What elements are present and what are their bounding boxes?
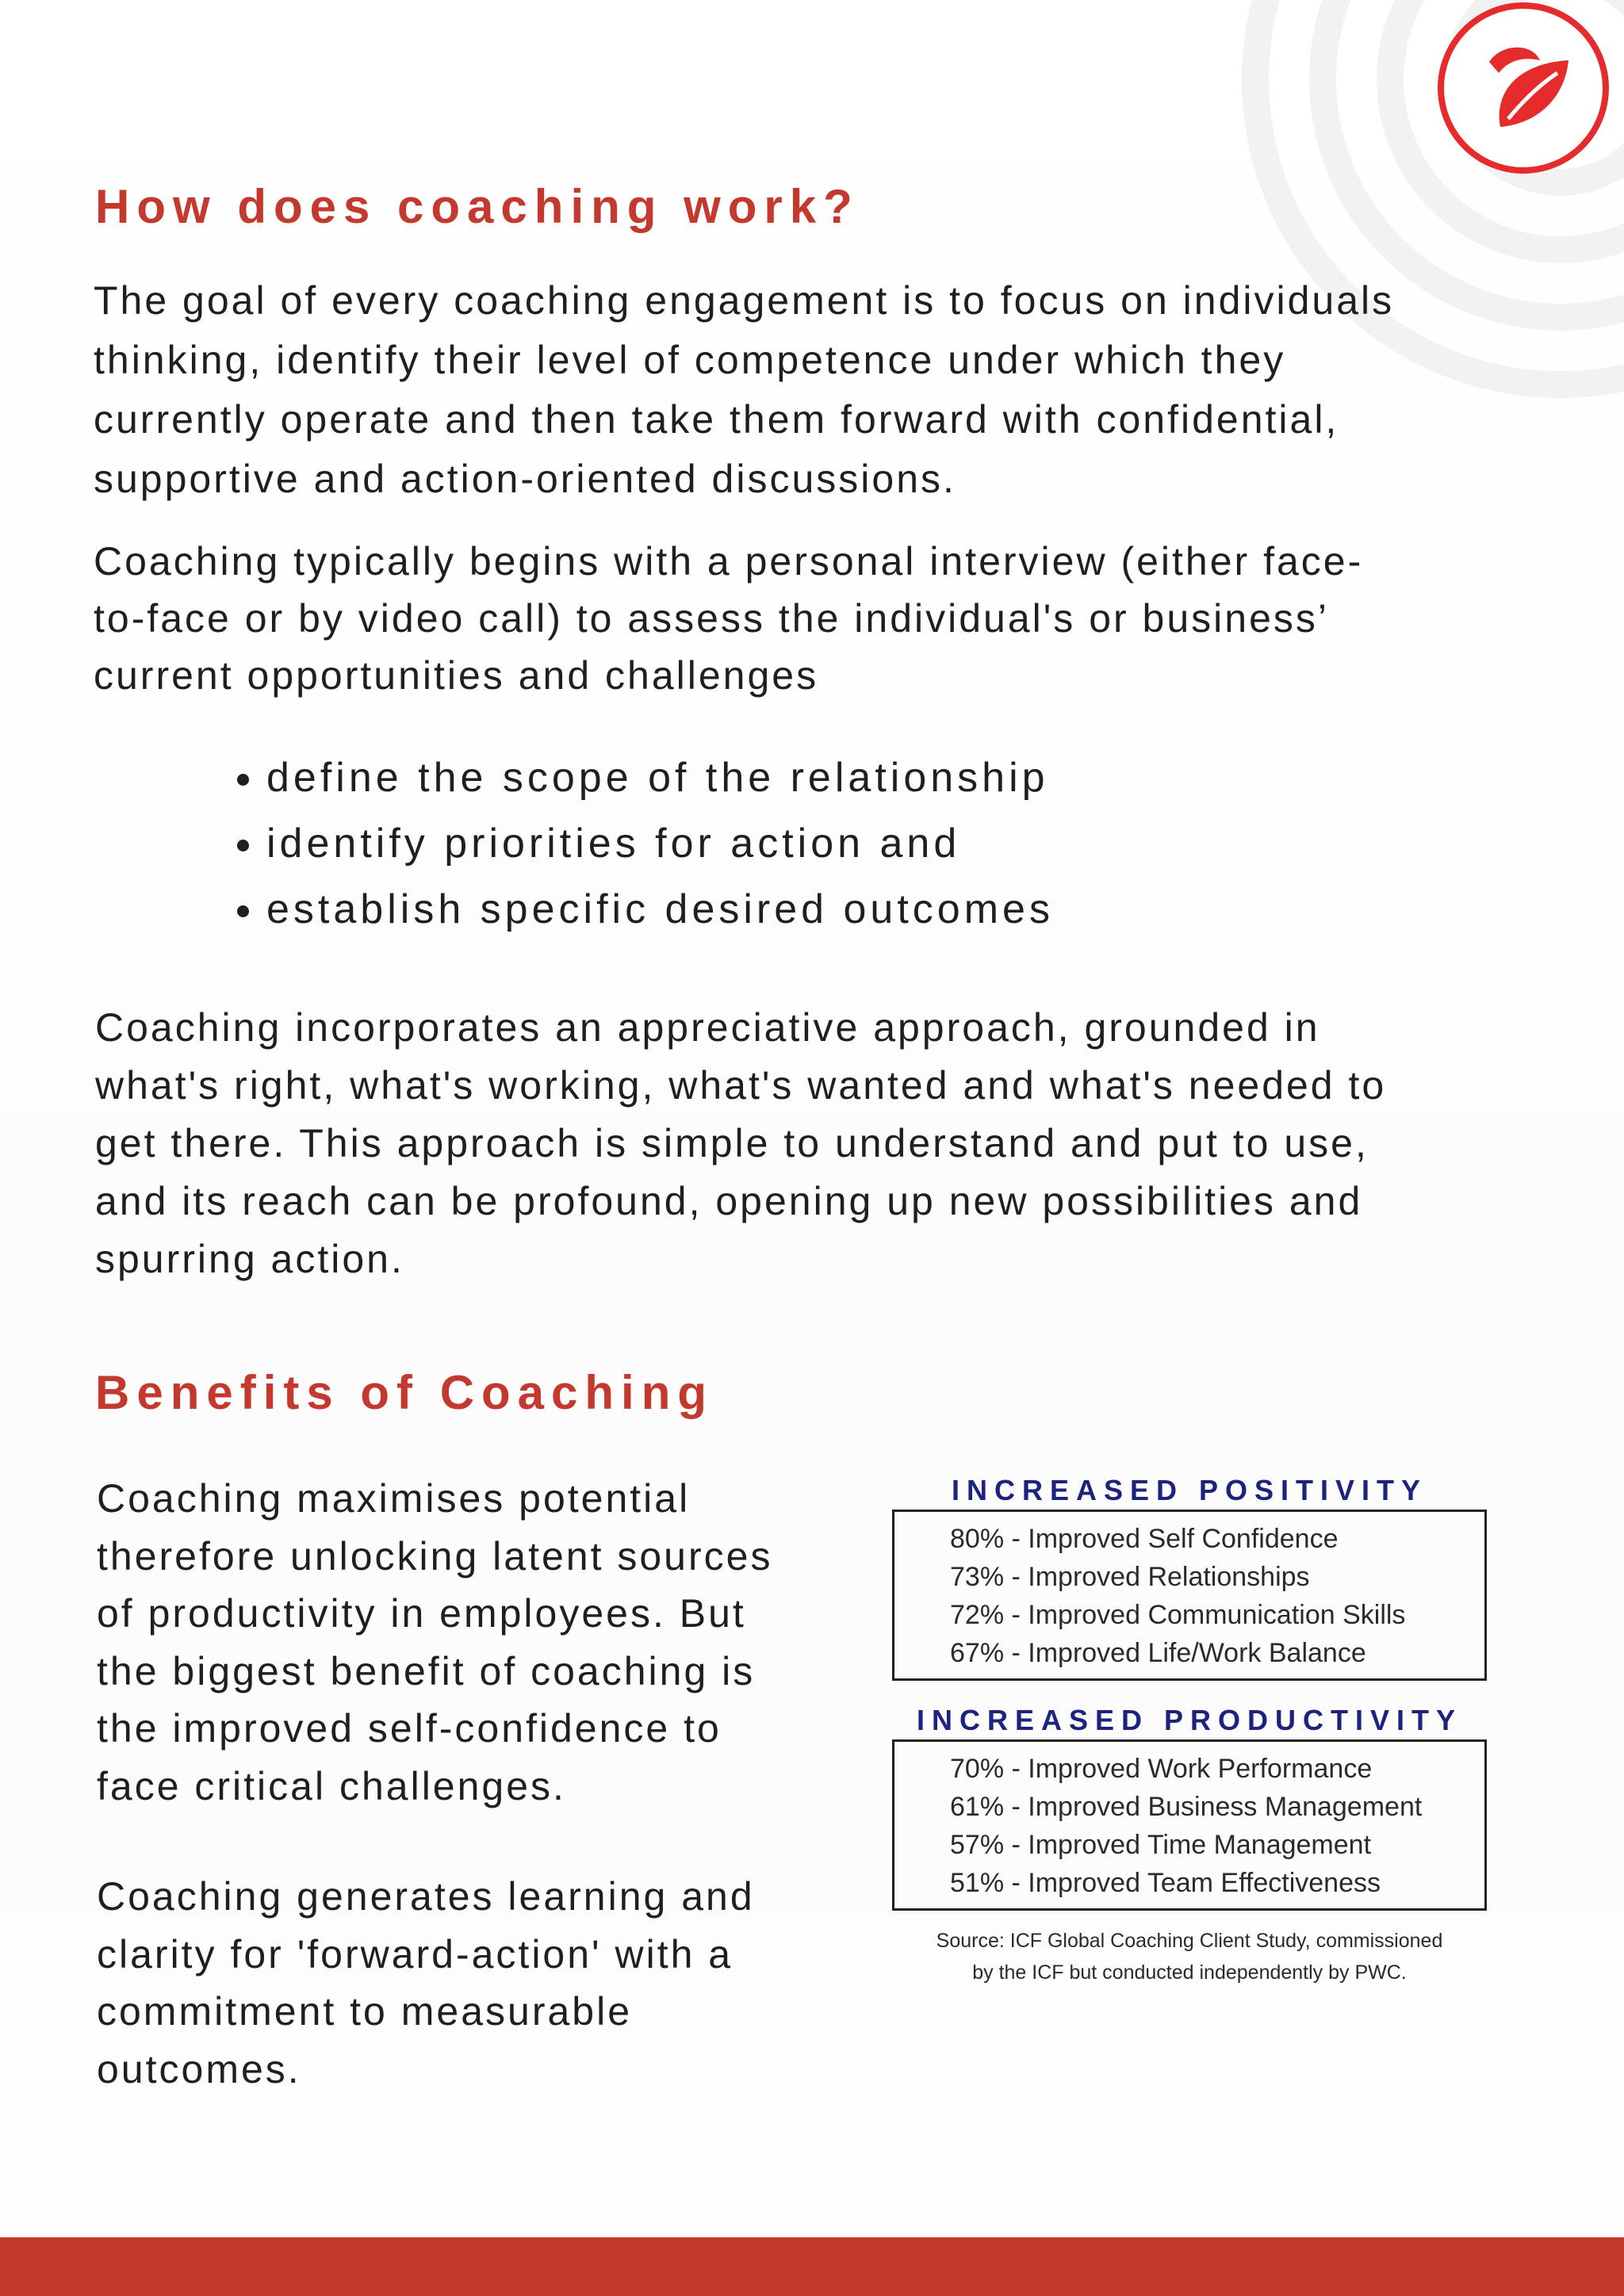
text-line: Source: ICF Global Coaching Client Study, commissioned (936, 1930, 1443, 1952)
positivity-heading: INCREASED POSITIVITY (951, 1474, 1428, 1506)
text-line: the improved self-confidence to (97, 1706, 722, 1751)
stat-item: 67% - Improved Life/Work Balance (950, 1638, 1366, 1668)
text-line: currently operate and then take them forward with confidential, (94, 397, 1339, 442)
text-line: clarity for 'forward-action' with a (97, 1931, 733, 1976)
stat-item: 57% - Improved Time Management (950, 1830, 1372, 1860)
text-line: get there. This approach is simple to understand and put to use, (95, 1121, 1369, 1165)
text-line: commitment to measurable (97, 1989, 633, 2034)
text-line: outcomes. (97, 2046, 301, 2091)
list-item: • define the scope of the relationship (266, 745, 1054, 811)
text-line: supportive and action-oriented discussions. (94, 457, 956, 501)
leaf-icon (1434, 0, 1613, 176)
paragraph-appreciative (95, 999, 1386, 1288)
text-line: thinking, identify their level of competence under which they (94, 338, 1286, 382)
text-line: current opportunities and challenges (94, 653, 819, 698)
stats-panel (888, 1471, 1491, 1988)
text-line: Coaching maximises potential (97, 1476, 691, 1521)
text-line: therefore unlocking latent sources (97, 1533, 773, 1578)
text-line: to-face or by video call) to assess the individual's or business’ (94, 596, 1329, 641)
paragraph-goal (94, 271, 1394, 509)
stat-item: 70% - Improved Work Performance (950, 1754, 1373, 1784)
section-title-benefits: Benefits of Coaching (95, 1366, 714, 1419)
stat-item: 51% - Improved Team Effectiveness (950, 1868, 1381, 1898)
source-citation (888, 1925, 1491, 1988)
paragraph-interview (94, 533, 1363, 704)
bullet-list (190, 745, 1054, 943)
productivity-heading: INCREASED PRODUCTIVITY (916, 1704, 1463, 1736)
text-line: the biggest benefit of coaching is (97, 1648, 756, 1693)
stat-item: 72% - Improved Communication Skills (950, 1600, 1406, 1630)
text-line: of productivity in employees. But (97, 1591, 746, 1636)
text-line: The goal of every coaching engagement is to focus on individuals (94, 278, 1395, 323)
paragraph-forward-action (97, 1868, 755, 2098)
stat-item: 80% - Improved Self Confidence (950, 1524, 1339, 1554)
stat-item: 61% - Improved Business Management (950, 1792, 1423, 1822)
text-line: Coaching generates learning and (97, 1874, 755, 1919)
productivity-box (892, 1739, 1487, 1911)
paragraph-benefits (97, 1470, 772, 1815)
text-line: by the ICF but conducted independently by PWC. (972, 1961, 1407, 1984)
section-title-how: How does coaching work? (95, 180, 860, 233)
list-item: • identify priorities for action and (266, 811, 1054, 877)
text-line: face critical challenges. (97, 1763, 566, 1808)
footer-bar (0, 2237, 1624, 2296)
list-item: • establish specific desired outcomes (266, 877, 1054, 943)
text-line: what's right, what's working, what's wanted and what's needed to (95, 1063, 1387, 1108)
text-line: and its reach can be profound, opening up new possibilities and (95, 1179, 1363, 1223)
text-line: Coaching incorporates an appreciative approach, grounded in (95, 1005, 1320, 1050)
stat-item: 73% - Improved Relationships (950, 1562, 1310, 1592)
positivity-box (892, 1510, 1487, 1681)
text-line: spurring action. (95, 1237, 404, 1281)
text-line: Coaching typically begins with a personal interview (either face- (94, 539, 1364, 584)
